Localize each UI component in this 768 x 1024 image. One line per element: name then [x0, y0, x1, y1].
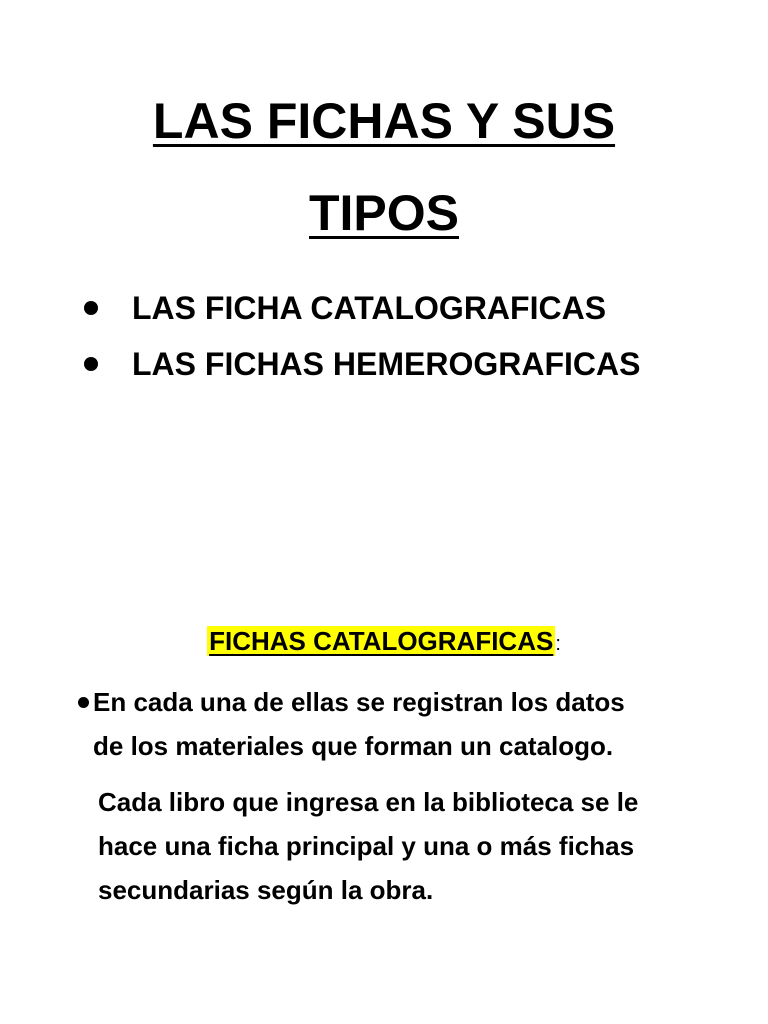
- bullet-icon: [84, 357, 98, 371]
- section-bullet-item: [74, 680, 714, 768]
- title-line-2-text: TIPOS: [308, 185, 460, 241]
- types-list: [82, 280, 640, 392]
- types-list-item: [82, 280, 640, 336]
- section-bullet-line-1: En cada una de ellas se registran los datos: [93, 687, 625, 717]
- section-body: [74, 680, 714, 912]
- title-line-2: [0, 185, 768, 241]
- title-line-1: [0, 93, 768, 149]
- types-list-item-label: LAS FICHAS HEMEROGRAFICAS: [132, 345, 641, 382]
- bullet-icon: [84, 301, 98, 315]
- section-heading: [0, 623, 768, 662]
- section-heading-highlight: FICHAS CATALOGRAFICAS: [209, 626, 554, 656]
- section-heading-colon: :: [555, 633, 561, 655]
- title-line-1-text: LAS FICHAS Y SUS: [152, 93, 616, 149]
- section-bullet-line-2: de los materiales que forman un catalogo.: [93, 731, 614, 761]
- section-paragraph-line-2: hace una ficha principal y una o más fichas: [98, 831, 635, 861]
- section-paragraph: [74, 780, 714, 912]
- section-paragraph-line-3: secundarias según la obra.: [98, 875, 434, 905]
- section-paragraph-line-1: Cada libro que ingresa en la biblioteca se le: [98, 787, 639, 817]
- section-bullet-text: [93, 680, 714, 768]
- bullet-icon: [78, 697, 89, 708]
- types-list-item: [82, 336, 640, 392]
- types-list-item-label: LAS FICHA CATALOGRAFICAS: [132, 289, 607, 326]
